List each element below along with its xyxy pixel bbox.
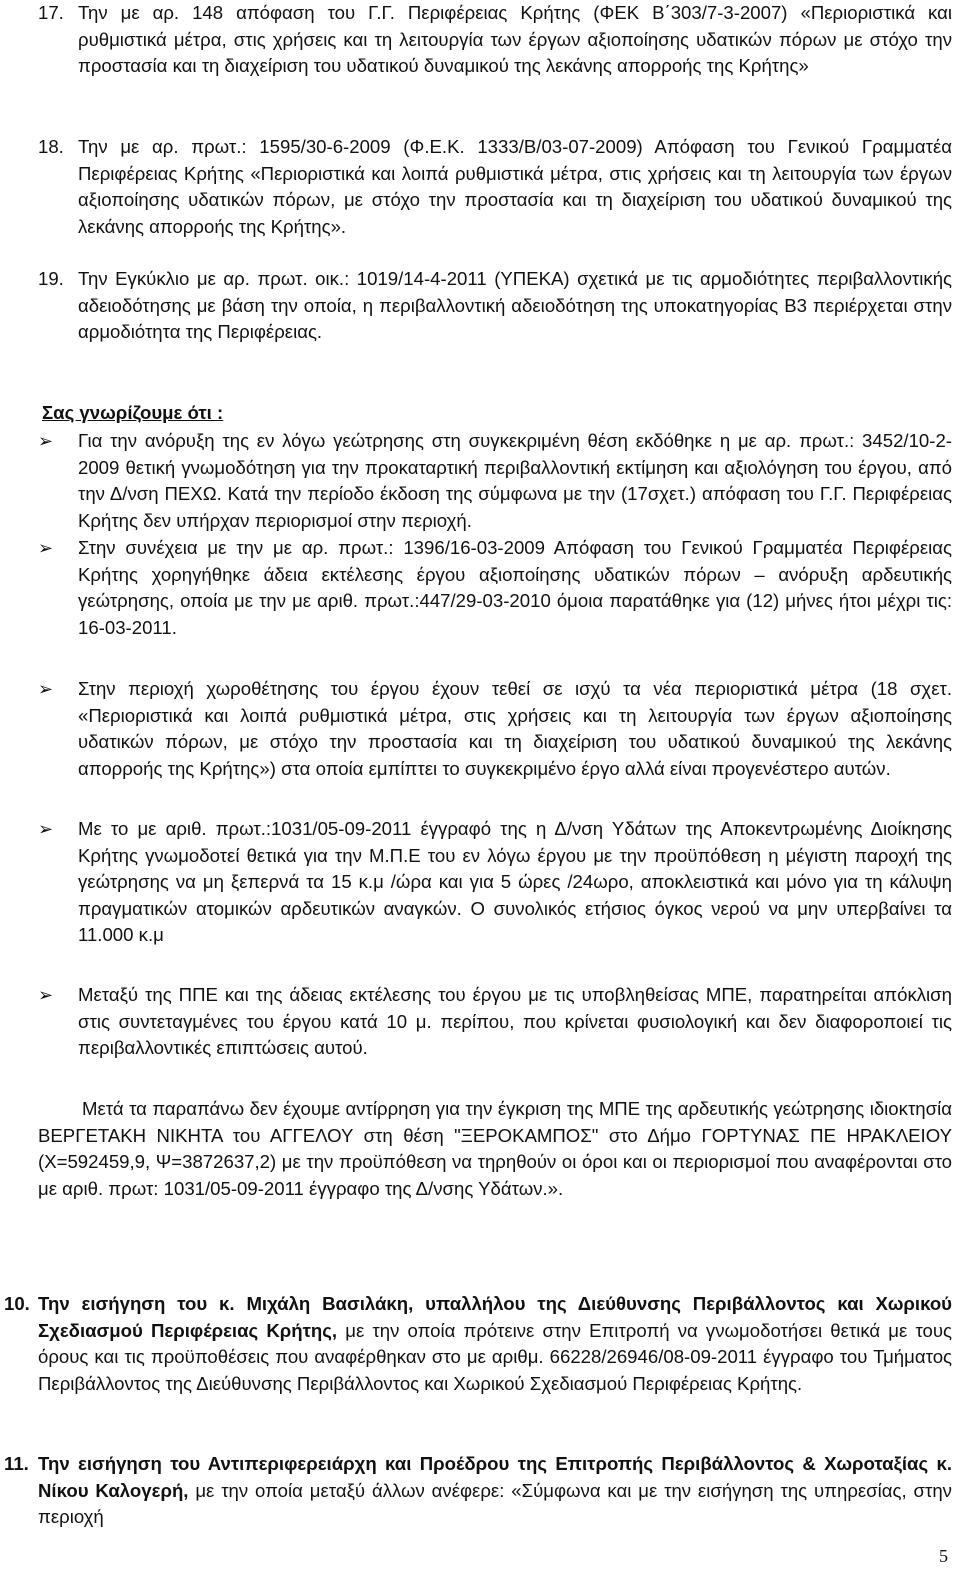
bullet-item — [38, 982, 952, 1062]
item-text: Την με αρ. 148 απόφαση του Γ.Γ. Περιφέρειας Κρήτης (ΦΕΚ Β΄303/7-3-2007) «Περιοριστικά και ρυθμιστικά μέτρα, στις χρήσεις και τη λειτουργία των έργων αξιοποίησης υδατικών πόρων με στόχο την προστασία και τη διαχείριση του υδατικού δυναμικού της λεκάνης απορροής της Κρήτης» — [78, 2, 952, 77]
bullet-item — [38, 535, 952, 641]
section-lead-bold: Την εισήγηση του Αντιπεριφερειάρχη και Προέδρου της Επιτροπής Περιβάλλοντος & Χωροταξίας κ. Νίκου Καλογερή, — [38, 1453, 952, 1501]
item-number: 18. — [38, 136, 64, 157]
arrow-bullet-icon: ➢ — [38, 819, 54, 839]
section-number: 10. — [4, 1293, 30, 1314]
item-number: 17. — [38, 2, 64, 23]
conclusion-text: Μετά τα παραπάνω δεν έχουμε αντίρρηση για την έγκριση της ΜΠΕ της αρδευτικής γεώτρησης ιδιοκτησία ΒΕΡΓΕΤΑΚΗ ΝΙΚΗΤΑ του ΑΓΓΕΛΟΥ στη θέση "ΞΕΡΟΚΑΜΠΟΣ" στο Δήμο ΓΟΡΤΥΝΑΣ ΠΕ ΗΡΑΚΛΕΙΟΥ (Χ=592459,9, Ψ=3872637,2) με την προϋπόθεση να τηρηθούν οι όροι και οι περιορισμοί που αναφέρονται στο με αριθ. πρωτ: 1031/05-09-2011 έγγραφο της Δ/νσης Υδάτων.». — [38, 1098, 952, 1199]
arrow-bullet-icon: ➢ — [38, 538, 54, 558]
list-item-18 — [38, 134, 952, 240]
bullet-text: Στην περιοχή χωροθέτησης του έργου έχουν τεθεί σε ισχύ τα νέα περιοριστικά μέτρα (18 σχετ. «Περιοριστικά και λοιπά ρυθμιστικά μέτρα, στις χρήσεις και τη λειτουργία των έργων αξιοποίησης υδατικών πόρων, με στόχο την προστασία και τη διαχείριση του υδατικού δυναμικού της λεκάνης απορροής της Κρήτης») στα οποία εμπίπτει το συγκεκριμένο έργο αλλά είναι προγενέστερο αυτών. — [78, 678, 952, 779]
list-item-17 — [38, 0, 952, 80]
bullet-text: Μεταξύ της ΠΠΕ και της άδειας εκτέλεσης του έργου με τις υποβληθείσας ΜΠΕ, παρατηρείται απόκλιση στις συντεταγμένες του έργου κατά 10 μ. περίπου, που κρίνεται φυσιολογική και δεν διαφοροποιεί τις περιβαλλοντικές επιπτώσεις αυτού. — [78, 984, 952, 1059]
arrow-bullet-icon: ➢ — [38, 431, 54, 451]
bullet-item — [38, 816, 952, 949]
section-text — [38, 1291, 952, 1397]
item-text: Την Εγκύκλιο με αρ. πρωτ. οικ.: 1019/14-4-2011 (ΥΠΕΚΑ) σχετικά με τις αρμοδιότητες περιβαλλοντικής αδειοδότησης με βάση την οποία, η περιβαλλοντική αδειοδότηση της υποκατηγορίας Β3 περιέρχεται στην αρμοδιότητα της Περιφέρειας. — [78, 268, 952, 343]
item-number: 19. — [38, 268, 64, 289]
section-text — [38, 1451, 952, 1531]
page-number: 5 — [939, 1546, 948, 1566]
bullet-text: Με το με αριθ. πρωτ.:1031/05-09-2011 έγγραφό της η Δ/νση Υδάτων της Αποκεντρωμένης Διοίκησης Κρήτης γνωμοδοτεί θετικά για την Μ.Π.Ε του εν λόγω έργου με την προϋπόθεση η μέγιστη παροχή της γεώτρησης να μη ξεπερνά τα 15 κ.μ /ώρα και για 5 ώρες /24ωρο, αποκλειστικά και μόνο για τη κάλυψη πραγματικών ατομικών αρδευτικών αναγκών. Ο συνολικός ετήσιος όγκος νερού να μην υπερβαίνει τα 11.000 κ.μ — [78, 818, 952, 946]
item-text: Την με αρ. πρωτ.: 1595/30-6-2009 (Φ.Ε.Κ. 1333/Β/03-07-2009) Απόφαση του Γενικού Γραμματέα Περιφέρειας Κρήτης «Περιοριστικά και λοιπά ρυθμιστικά μέτρα, στις χρήσεις και τη λειτουργία των έργων αξιοποίησης υδατικών πόρων, με στόχο την προστασία και τη διαχείριση του υδατικού δυναμικού της λεκάνης απορροής της Κρήτης». — [78, 136, 952, 237]
bullet-item — [38, 676, 952, 782]
bullet-item — [38, 428, 952, 534]
bullet-text: Στην συνέχεια με την με αρ. πρωτ.: 1396/16-03-2009 Απόφαση του Γενικού Γραμματέα Περιφέρειας Κρήτης χορηγήθηκε άδεια εκτέλεσης έργου αξιοποίησης υδατικών πόρων – ανόρυξη αρδευτικής γεώτρησης, οποία με την με αριθ. πρωτ.:447/29-03-2010 όμοια παρατάθηκε για (12) μήνες ήτοι μέχρι τις: 16-03-2011. — [78, 537, 952, 638]
section-number: 11. — [4, 1453, 29, 1474]
conclusion-paragraph — [38, 1096, 952, 1202]
arrow-bullet-icon: ➢ — [38, 679, 54, 699]
section-lead-bold: Την εισήγηση του κ. Μιχάλη Βασιλάκη, υπαλλήλου της Διεύθυνσης Περιβάλλοντος και Χωρικού Σχεδιασμού Περιφέρειας Κρήτης, — [38, 1293, 952, 1341]
section-heading: Σας γνωρίζουμε ότι : — [42, 402, 224, 423]
section-11 — [0, 1451, 952, 1531]
arrow-bullet-icon: ➢ — [38, 985, 54, 1005]
section-rest: με την οποία πρότεινε στην Επιτροπή να γνωμοδοτήσει θετικά με τους όρους και τις προϋποθέσεις που αναφέρθηκαν στο με αριθμ. 66228/26946/08-09-2011 έγγραφο του Τμήματος Περιβάλλοντος της Διεύθυνσης Περιβάλλοντος και Χωρικού Σχεδιασμού Περιφέρειας Κρήτης. — [38, 1319, 953, 1394]
bullet-text: Για την ανόρυξη της εν λόγω γεώτρησης στη συγκεκριμένη θέση εκδόθηκε η με αρ. πρωτ.: 3452/10-2-2009 θετική γνωμοδότηση για την προκαταρτική περιβαλλοντική εκτίμηση και αξιολόγηση του έργου, από την Δ/νση ΠΕΧΩ. Κατά την περίοδο έκδοση της σύμφωνα με την (17σχετ.) απόφαση του Γ.Γ. Περιφέρειας Κρήτης δεν υπήρχαν περιορισμοί στην περιοχή. — [78, 430, 952, 531]
section-10 — [0, 1291, 952, 1397]
section-rest: με την οποία μεταξύ άλλων ανέφερε: «Σύμφωνα και με την εισήγηση της υπηρεσίας, στην περιοχή — [38, 1479, 952, 1528]
list-item-19 — [38, 266, 952, 346]
